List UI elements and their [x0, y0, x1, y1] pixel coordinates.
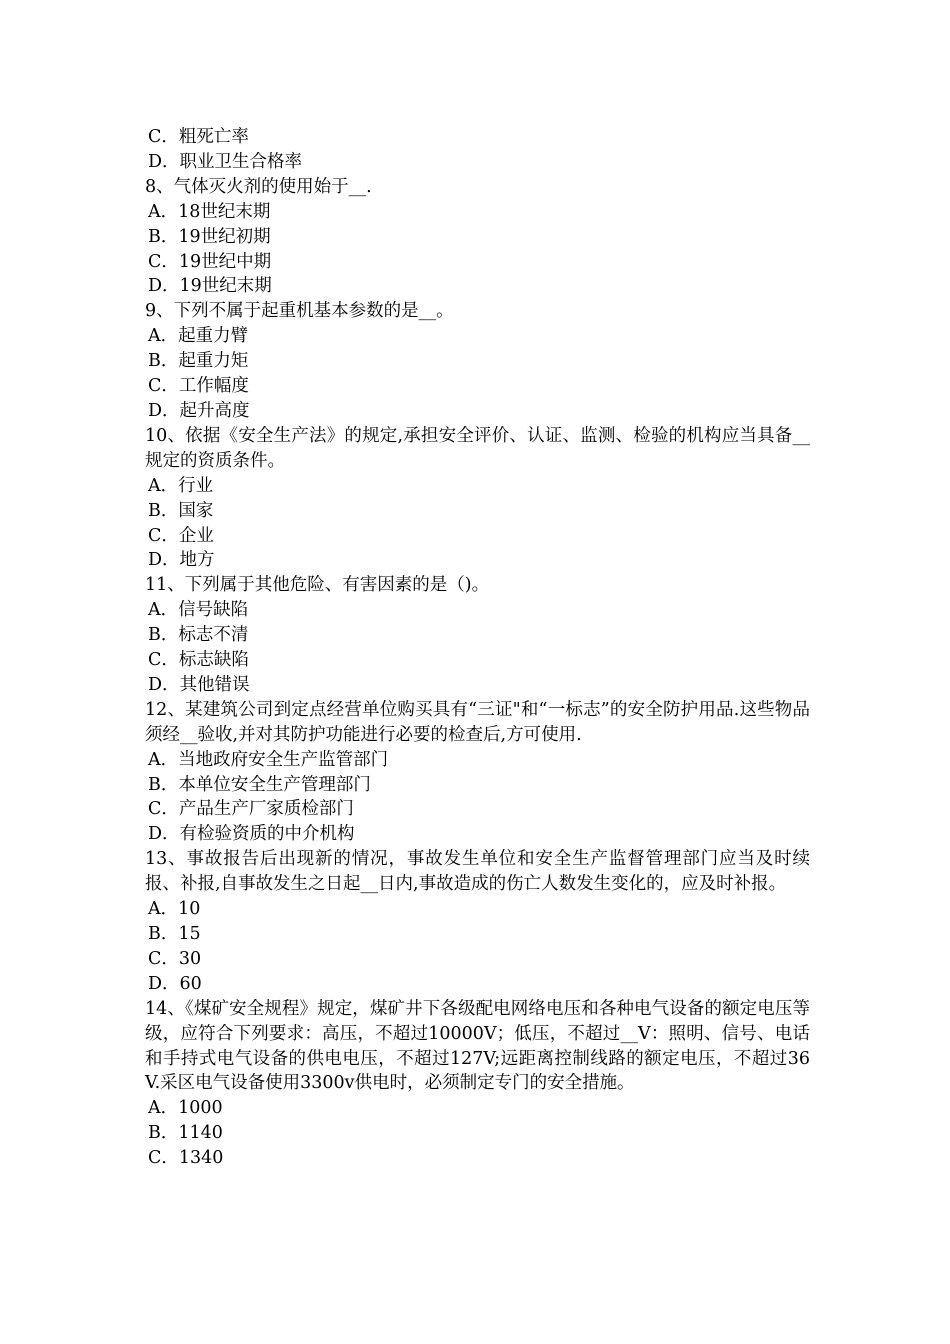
option-a-q13: A．10 — [148, 899, 201, 920]
question-10: 10、依据《安全生产法》的规定,承担安全评价、认证、监测、检验的机构应当具备__规定的资质条件。 — [145, 425, 810, 471]
option-b-q14: B．1140 — [148, 1123, 223, 1144]
option-c-q8: C．19世纪中期 — [148, 251, 272, 272]
option-b-q8: B．19世纪初期 — [148, 226, 271, 247]
option-d-q8: D．19世纪末期 — [148, 276, 272, 297]
option-c-q12: C．产品生产厂家质检部门 — [148, 799, 354, 820]
option-a-q12: A．当地政府安全生产监管部门 — [148, 749, 389, 770]
question-13: 13、事故报告后出现新的情况，事故发生单位和安全生产监督管理部门应当及时续报、补报,自事故发生之日起__日内,事故造成的伤亡人数发生变化的，应及时补报。 — [145, 849, 810, 895]
option-b-q12: B．本单位安全生产管理部门 — [148, 774, 371, 795]
option-d-q7: D．职业卫生合格率 — [148, 151, 303, 172]
option-a-q8: A．18世纪末期 — [148, 201, 271, 222]
option-d-q10: D．地方 — [148, 550, 215, 571]
option-c-q14: C．1340 — [148, 1148, 224, 1169]
option-a-q10: A．行业 — [148, 475, 214, 496]
option-c-q9: C．工作幅度 — [148, 376, 249, 397]
option-d-q12: D．有检验资质的中介机构 — [148, 824, 355, 845]
option-d-q13: D．60 — [148, 973, 202, 994]
question-9: 9、下列不属于起重机基本参数的是__。 — [145, 301, 454, 322]
option-c-q11: C．标志缺陷 — [148, 650, 249, 671]
option-b-q11: B．标志不清 — [148, 625, 249, 646]
option-c-q13: C．30 — [148, 948, 202, 969]
question-12: 12、某建筑公司到定点经营单位购买具有“三证"和“一标志”的安全防护用品.这些物品须经__验收,并对其防护功能进行必要的检查后,方可使用. — [145, 699, 810, 745]
option-d-q9: D．起升高度 — [148, 400, 250, 421]
option-a-q14: A．1000 — [148, 1098, 223, 1119]
option-c-q7: C．粗死亡率 — [148, 127, 249, 147]
option-d-q11: D．其他错误 — [148, 674, 250, 695]
option-b-q10: B．国家 — [148, 500, 214, 521]
question-14: 14、《煤矿安全规程》规定，煤矿井下各级配电网络电压和各种电气设备的额定电压等级，应符合下列要求：高压，不超过10000V；低压，不超过__V：照明、信号、电话和手持式电气设备的供电电压，不超过127V;远距离控制线路的额定电压，不超过36V.采区电气设备使用3300v供电时，必须制定专门的安全措施。 — [145, 998, 810, 1094]
option-b-q9: B．起重力矩 — [148, 351, 249, 372]
option-b-q13: B．15 — [148, 924, 201, 944]
exam-question-list — [145, 125, 810, 1171]
option-a-q9: A．起重力臂 — [148, 326, 249, 347]
option-a-q11: A．信号缺陷 — [148, 600, 249, 621]
question-11: 11、下列属于其他危险、有害因素的是（)。 — [145, 575, 490, 596]
question-8: 8、气体灭火剂的使用始于__. — [145, 176, 372, 197]
option-c-q10: C．企业 — [148, 525, 214, 546]
